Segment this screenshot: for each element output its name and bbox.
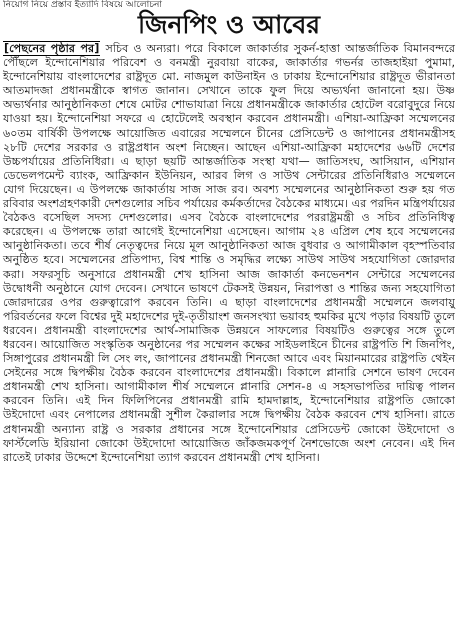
- headline: জিনপিং ও আবের: [137, 10, 320, 39]
- article-text: সচিব ও অন্যরা। পরে বিকালে জাকার্তার সুকর্ন-হাত্তা আন্তর্জাতিক বিমানবন্দরে পৌঁছলে ইন্দোনেশিয়ার পরিবেশ ও বনমন্ত্রী নুরবায়া বাকের, জাকার্তার গভর্নর তাজহাইয়া পুমামা, ইন্দোনেশিয়ায় বাংলাদেশের রাষ্ট্রদূত মো. নাজমুল কাউনাইন ও ঢাকায় ইন্দোনেশিয়ার রাষ্ট্রদূত ভীরানতা আতমাদজা প্রধানমন্ত্রীকে স্বাগত জানান। সেখানে তাকে ফুল দিয়ে অভ্যর্থনা জানানো হয়। উষ্ণ অভ্যর্থনার আনুষ্ঠানিকতা শেষে মোটর শোভাযাত্রা নিয়ে প্রধানমন্ত্রীকে জাকার্তার হোটেল বরোবুদুরে নিয়ে যাওয়া হয়। ইন্দোনেশিয়া সফরে এ হোটেলেই অবস্থান করবেন প্রধানমন্ত্রী। এশিয়া-আফ্রিকা সম্মেলনের ৬০তম বার্ষিকী উপলক্ষে আয়োজিত এবারের সম্মেলনে চীনের প্রেসিডেন্ট ও জাপানের প্রধানমন্ত্রীসহ ২৮টি দেশের সরকার ও রাষ্ট্রপ্রধান অংশ নিচ্ছেন। আছেন এশিয়া-আফ্রিকা মহাদেশের ৬৬টি দেশের উচ্চপর্যায়ের প্রতিনিধিরা। এ ছাড়া ছয়টি আন্তর্জাতিক সংস্থা যথা— জাতিসংঘ, আসিয়ান, এশিয়ান ডেভেলপমেন্ট ব্যাংক, আফ্রিকান ইউনিয়ন, আরব লিগ ও সাউথ সেন্টারের প্রতিনিধিরাও সম্মেলনে যোগ দিয়েছেন। এ উপলক্ষে জাকার্তায় সাজ সাজ রব। অবশ্য সম্মেলনের আনুষ্ঠানিকতা শুরু হয় গত রবিবার অংশগ্রহণকারী দেশগুলোর সচিব পর্যায়ের কর্মকর্তাদের বৈঠকের মাধ্যমে। এর পরদিন মন্ত্রিপর্যায়ের বৈঠকও বসেছিল সদস্য দেশগুলোর। এসব বৈঠকে বাংলাদেশের পররাষ্ট্রমন্ত্রী ও সচিব প্রতিনিধিত্ব করেছেন। এ উপলক্ষে তারা আগেই ইন্দোনেশিয়া এসেছেন। আগাম ২৪ এপ্রিল শেষ হবে সম্মেলনের আনুষ্ঠানিকতা। তবে শীর্ষ নেতৃত্বদের নিয়ে মূল আনুষ্ঠানিকতা আজ বুধবার ও আগামীকাল বৃহস্পতিবার অনুষ্ঠিত হবে। সম্মেলনের প্রতিপাদ্য, বিশ্ব শান্তি ও সমৃদ্ধির লক্ষ্যে সাউথ সাউথ সহযোগিতা জোরদার করা। সফরসূচি অনুসারে প্রধানমন্ত্রী শেখ হাসিনা আজ জাকার্তা কনভেনশন সেন্টারে সম্মেলনের উদ্বোধনী অনুষ্ঠানে যোগ দেবেন। সেখানে ভাষণে টেকসই উন্নয়ন, নিরাপত্তা ও শান্তির জন্য সহযোগিতা জোরদারের ওপর গুরুত্বারোপ করবেন তিনি। এ ছাড়া বাংলাদেশের প্রধানমন্ত্রী সম্মেলনে জলবায়ু পরিবর্তনের ফলে বিশ্বের দুই মহাদেশের দুই-তৃতীয়াংশ জনসংখ্যা ভয়াবহ হুমকির মুখে পড়ার বিষয়টি তুলে ধরবেন। প্রধানমন্ত্রী বাংলাদেশের আর্থ-সামাজিক উন্নয়নে সাফল্যের বিষয়টিও গুরুত্বের সঙ্গে তুলে ধরবেন। আয়োজিত সংস্কৃতিক অনুষ্ঠানের পর সম্মেলন কক্ষের সাইডলাইনে চীনের রাষ্ট্রপতি শি জিনপিং, সিঙ্গাপুরের প্রধানমন্ত্রী লি সেং লং, জাপানের প্রধানমন্ত্রী শিনজো আবে এবং মিয়ানমারের রাষ্ট্রপতি থেইন সেইনের সঙ্গে দ্বিপক্ষীয় বৈঠক করবেন বাংলাদেশের প্রধানমন্ত্রী। বিকালে প্লানারি সেশনে ভাষণ দেবেন প্রধানমন্ত্রী শেখ হাসিনা। আগামীকাল শীর্ষ সম্মেলনে প্লানারি সেশন-৪ এ সহসভাপতির দায়িত্ব পালন করবেন তিনি। এই দিন ফিলিপিনের প্রধানমন্ত্রী রামি হামদাল্লাহ, ইন্দোনেশিয়ার রাষ্ট্রপতি জোকো উইদোদো এবং নেপালের প্রধানমন্ত্রী সুশীল কৈরালার সঙ্গে দ্বিপক্ষীয় বৈঠক করবেন শেখ হাসিনা। রাতে প্রধানমন্ত্রী অন্যান্য রাষ্ট্র ও সরকার প্রধানের সঙ্গে ইন্দোনেশিয়ার প্রেসিডেন্ট জোকো উইদোদো ও ফার্স্টলেডি ইরিয়ানা জোকো উইদোদো আয়োজিত জাঁকজমকপূর্ণ নৈশভোজে অংশ নেবেন। এই দিন রাতেই ঢাকার উদ্দেশে ইন্দোনেশিয়া ত্যাগ করবেন প্রধানমন্ত্রী শেখ হাসিনা।: [3, 42, 456, 464]
- article-body: [3, 42, 455, 465]
- previous-article-fragment: নিয়োগ নিয়ে প্রস্তাব ইত্যাদি বিষয়ে আলোচনা: [3, 0, 163, 10]
- continued-kicker: [পেছনের পৃষ্ঠার পর]: [4, 42, 100, 55]
